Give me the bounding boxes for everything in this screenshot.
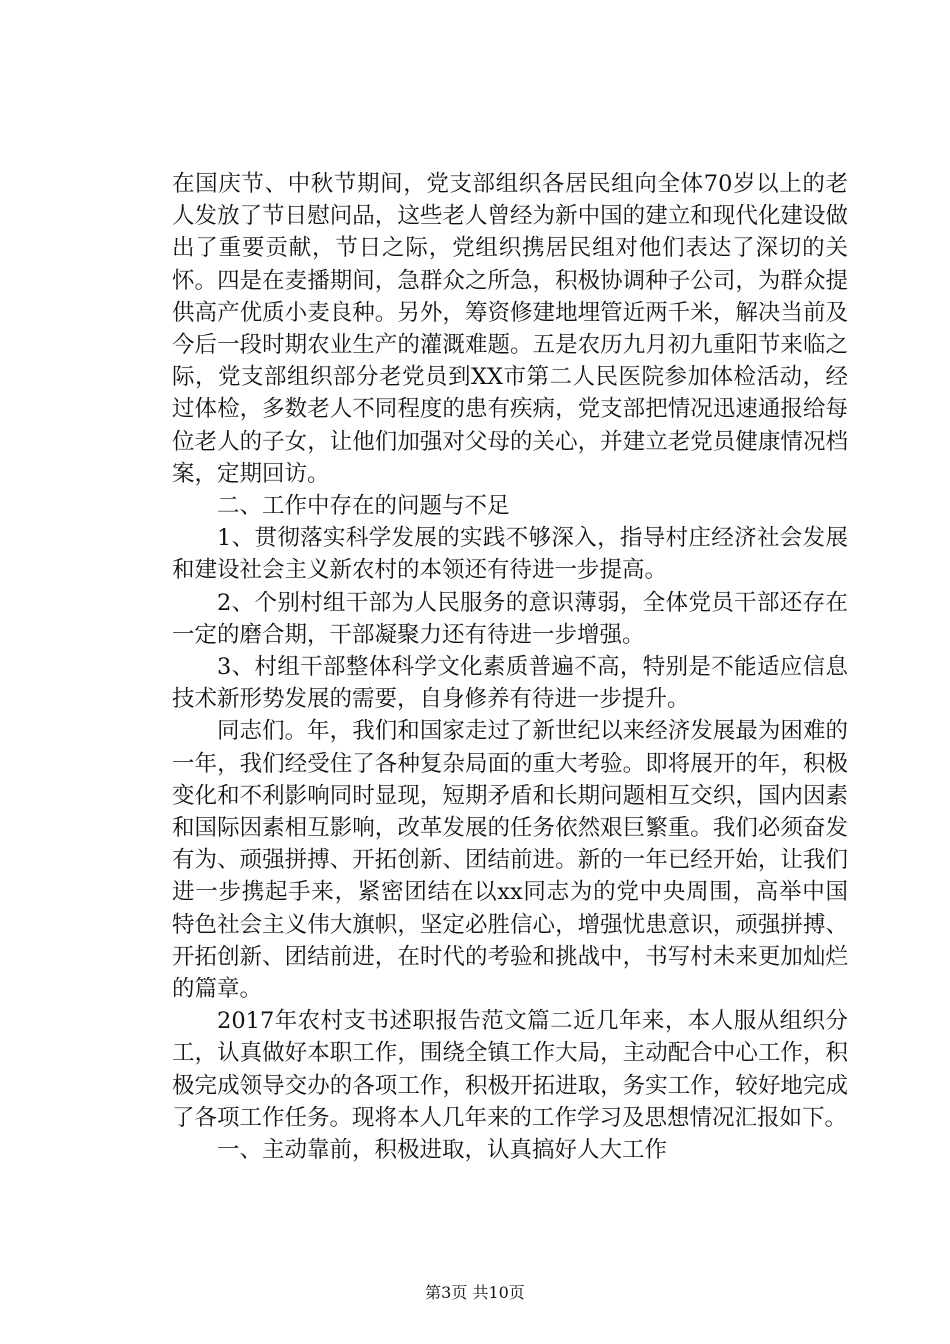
section-heading-people-congress: 一、主动靠前，积极进取，认真搞好人大工作 xyxy=(217,1137,668,1164)
paragraph-closing: 同志们。年，我们和国家走过了新世纪以来经济发展最为困难的一年，我们经受住了各种复杂局面的重大考验。即将展开的年，积极变化和不利影响同时显现，短期矛盾和长期问题相互交织，国内因素和国际因素相互影响，改革发展的任务依然艰巨繁重。我们必须奋发有为、顽强拼搏、开拓创新、团结前进。新的一年已经开始，让我们进一步携起手来，紧密团结在以xx同志为的党中央周围，高举中国特色社会主义伟大旗帜，坚定必胜信心，增强忧患意识，顽强拼搏、开拓创新、团结前进，在时代的考验和挑战中，书写村未来更加灿烂的篇章。 xyxy=(172,718,848,1003)
paragraph-report-two-intro: 2017年农村支书述职报告范文篇二近几年来，本人服从组织分工，认真做好本职工作，围绕全镇工作大局，主动配合中心工作，积极完成领导交办的各项工作，积极开拓进取，务实工作，较好地完成了各项工作任务。现将本人几年来的工作学习及思想情况汇报如下。 xyxy=(172,1008,848,1131)
problem-item-2: 2、个别村组干部为人民服务的意识薄弱，全体党员干部还存在一定的磨合期，干部凝聚力还有待进一步增强。 xyxy=(172,589,848,648)
section-heading-problems: 二、工作中存在的问题与不足 xyxy=(217,493,510,520)
page-number-footer: 第3页 共10页 xyxy=(425,1283,525,1302)
paragraph-continuation: 在国庆节、中秋节期间，党支部组织各居民组向全体70岁以上的老人发放了节日慰问品，这些老人曾经为新中国的建立和现代化建设做出了重要贡献，节日之际，党组织携居民组对他们表达了深切的关怀。四是在麦播期间，急群众之所急，积极协调种子公司，为群众提供高产优质小麦良种。另外，筹资修建地埋管近两千米，解决当前及今后一段时期农业生产的灌溉难题。五是农历九月初九重阳节来临之际，党支部组织部分老党员到XX市第二人民医院参加体检活动，经过体检，多数老人不同程度的患有疾病，党支部把情况迅速通报给每位老人的子女，让他们加强对父母的关心，并建立老党员健康情况档案，定期回访。 xyxy=(172,171,848,487)
problem-item-3: 3、村组干部整体科学文化素质普遍不高，特别是不能适应信息技术新形势发展的需要，自身修养有待进一步提升。 xyxy=(172,654,848,713)
problem-item-1: 1、贯彻落实科学发展的实践不够深入，指导村庄经济社会发展和建设社会主义新农村的本领还有待进一步提高。 xyxy=(172,525,848,584)
document-body xyxy=(172,168,848,1166)
